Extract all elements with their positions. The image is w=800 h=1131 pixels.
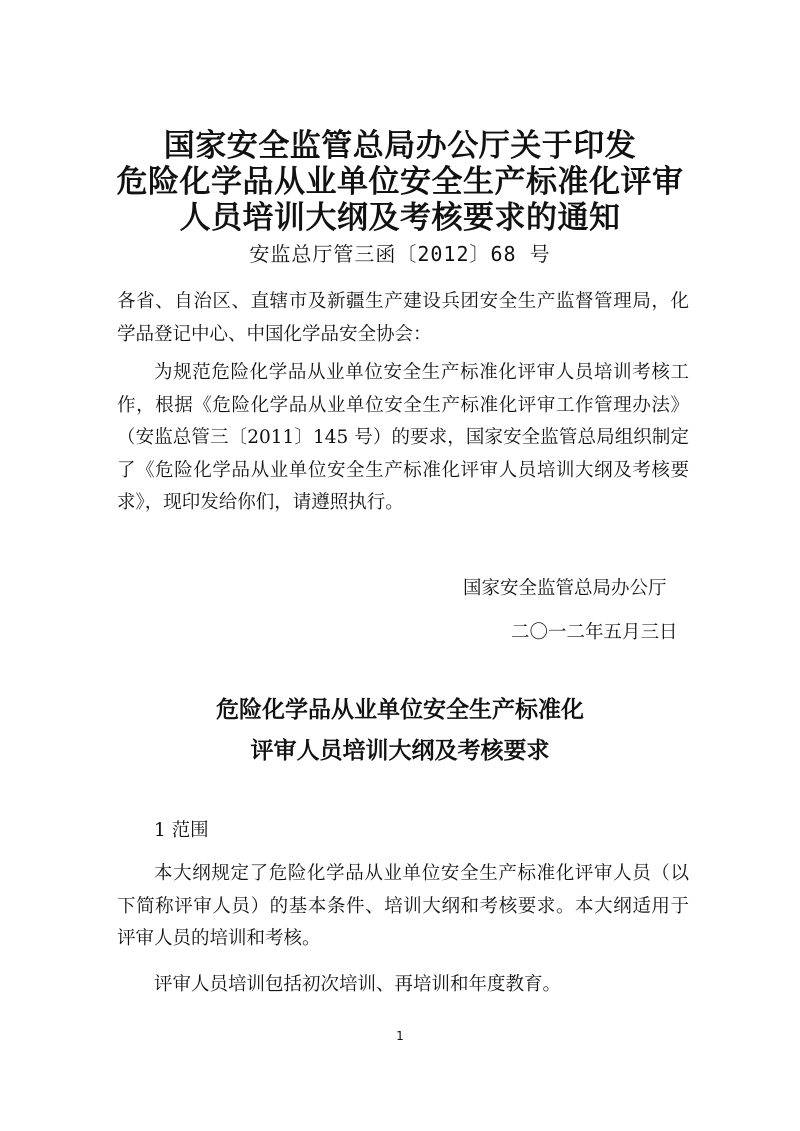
attachment-title-line-2: 评审人员培训大纲及考核要求 — [250, 738, 550, 764]
notice-title-line-3: 人员培训大纲及考核要求的通知 — [179, 200, 621, 236]
issue-date: 二〇一二年五月三日 — [511, 622, 678, 643]
section-1-paragraph-1: 本大纲规定了危险化学品从业单位安全生产标准化评审人员（以下简称评审人员）的基本条件、培训大纲和考核要求。本大纲适用于评审人员的培训和考核。 — [117, 863, 689, 949]
section-1-heading: 1 范围 — [154, 820, 209, 841]
document-number: 安监总厅管三函〔2012〕68 号 — [249, 242, 551, 266]
section-1-paragraph-2: 评审人员培训包括初次培训、再培训和年度教育。 — [154, 974, 562, 995]
notice-body-paragraph: 为规范危险化学品从业单位安全生产标准化评审人员培训考核工作，根据《危险化学品从业单位安全生产标准化评审工作管理办法》（安监总管三〔2011〕145 号）的要求，国家安全监管总局组织制定了《危险化学品从业单位安全生产标准化评审人员培训大纲及考核要求》，现印发给你们，请遵照执行。 — [117, 362, 689, 513]
notice-title-line-1: 国家安全监管总局办公厅关于印发 — [163, 128, 637, 164]
addressee-paragraph: 各省、自治区、直辖市及新疆生产建设兵团安全生产监督管理局，化学品登记中心、中国化学品安全协会： — [117, 291, 689, 345]
notice-title-line-2: 危险化学品从业单位安全生产标准化评审 — [116, 164, 684, 200]
attachment-title-line-1: 危险化学品从业单位安全生产标准化 — [216, 697, 584, 723]
issuer-signature: 国家安全监管总局办公厅 — [463, 578, 667, 599]
page-number: 1 — [396, 1029, 404, 1043]
